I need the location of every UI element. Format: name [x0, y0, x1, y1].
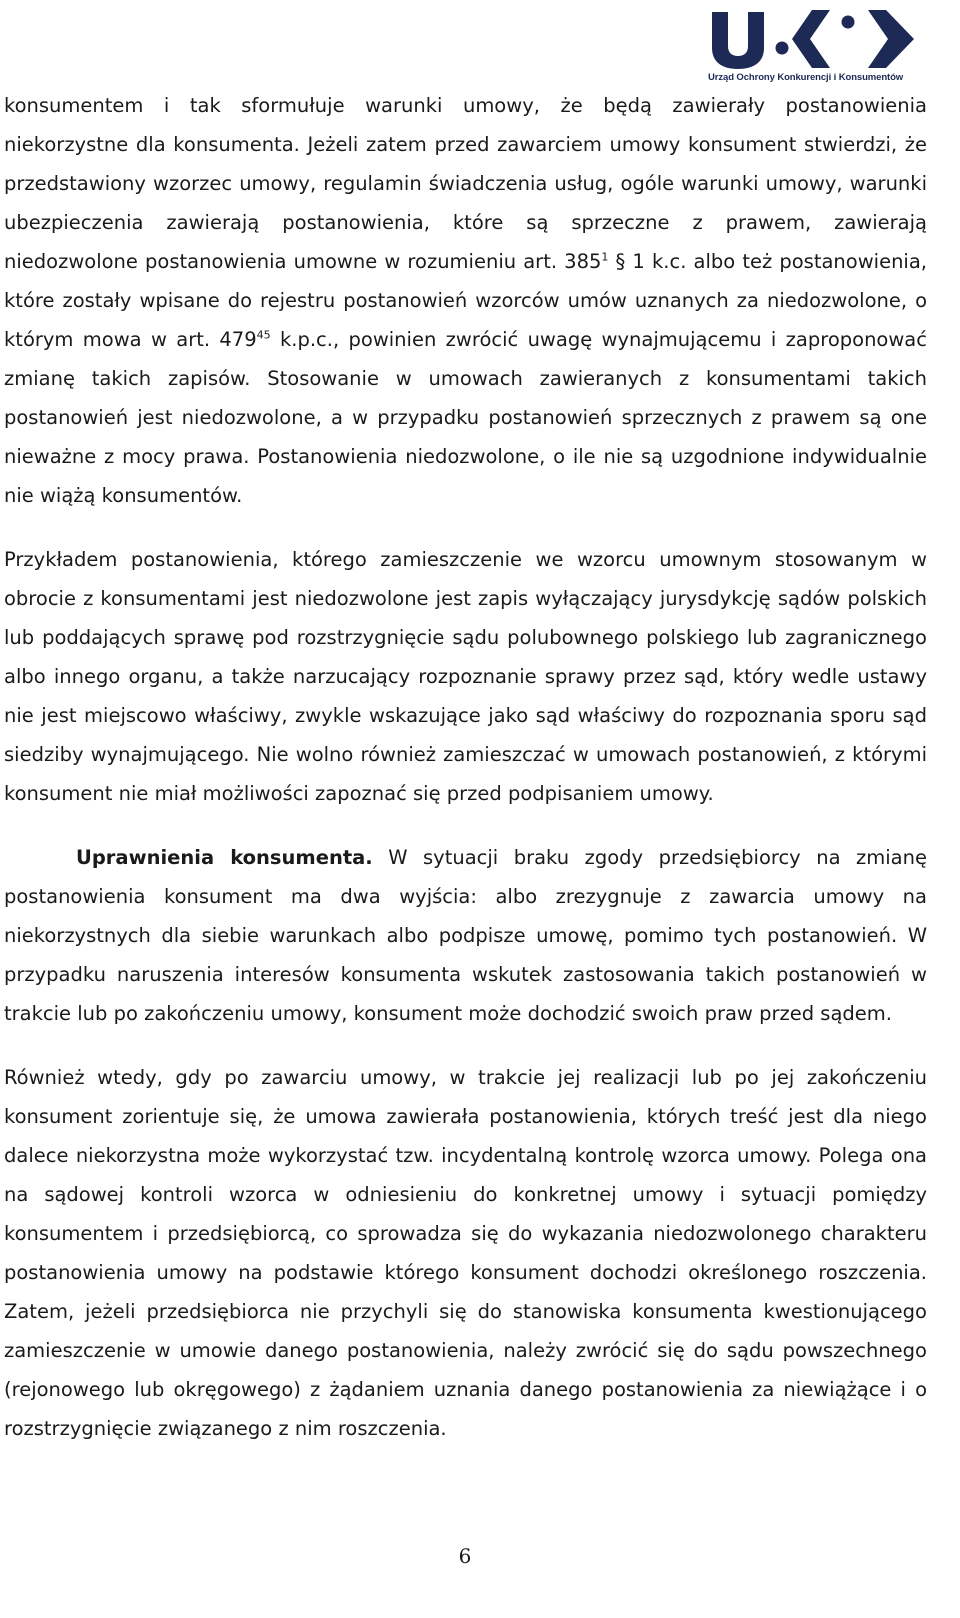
paragraph-text: k.p.c., powinien zwrócić uwagę wynajmującemu i zaproponować zmianę takich zapisów. Stosowanie w umowach zawieranych z konsumentami takich postanowień jest niedozwolone, a w przypadku postanowień sprzecznych z prawem są one nieważne z mocy prawa. Postanowienia niedozwolone, o ile nie są uzgodnione indywidualnie nie wiążą konsumentów.: [4, 328, 927, 507]
paragraph-example-clause: Przykładem postanowienia, którego zamieszczenie we wzorcu umownym stosowanym w obrocie z konsumentami jest niedozwolone jest zapis wyłączający jurysdykcję sądów polskich lub poddających sprawę pod rozstrzygnięcie sądu polubownego polskiego lub zagranicznego albo innego organu, a także narzucający rozpoznanie sprawy przez sąd, który wedle ustawy nie jest miejscowo właściwy, zwykle wskazujące jako sąd właściwy do rozpoznania sporu sąd siedziby wynajmującego. Nie wolno również zamieszczać w umowach postanowień, z którymi konsument nie miał możliwości zapoznać się przed podpisaniem umowy.: [4, 548, 927, 805]
logo-caption: Urząd Ochrony Konkurencji i Konsumentów: [708, 72, 904, 83]
page-number: 6: [458, 1544, 472, 1568]
section-heading: Uprawnienia konsumenta.: [76, 846, 373, 869]
paragraph-text: § 1 k.c. albo też postanowienia, które zostały wpisane do rejestru postanowień wzorców umów uznanych za niedozwolone, o którym mowa w art. 479: [4, 250, 927, 351]
page-header: [700, 8, 930, 88]
document-body: [4, 86, 927, 1448]
paragraph-consumer-warning: [4, 86, 927, 515]
paragraph-consumer-rights: [4, 838, 927, 1033]
paragraph-incidental-control: Również wtedy, gdy po zawarciu umowy, w trakcie jej realizacji lub po jej zakończeniu konsument zorientuje się, że umowa zawierała postanowienia, których treść jest dla niego dalece niekorzystna może wykorzystać tzw. incydentalną kontrolę wzorca umowy. Polega ona na sądowej kontroli wzorca w odniesieniu do konkretnej umowy i sytuacji pomiędzy konsumentem i przedsiębiorcą, co sprowadza się do wykazania niedozwolonego charakteru postanowienia umowy na podstawie którego konsument dochodzi określonego roszczenia. Zatem, jeżeli przedsiębiorca nie przychyli się do stanowiska konsumenta kwestionującego zamieszczenie w umowie danego postanowienia, należy zwrócić się do sądu powszechnego (rejonowego lub okręgowego) z żądaniem uznania danego postanowienia za niewiążące i o rozstrzygnięcie związanego z nim roszczenia.: [4, 1066, 927, 1440]
paragraph-text: W sytuacji braku zgody przedsiębiorcy na zmianę postanowienia konsument ma dwa wyjścia: albo zrezygnuje z zawarcia umowy na niekorzystnych dla siebie warunkach albo podpisze umowę, pomimo tych postanowień. W przypadku naruszenia interesów konsumenta wskutek zastosowania takich postanowień w trakcie lub po zakończeniu umowy, konsument może dochodzić swoich praw przed sądem.: [4, 846, 927, 1025]
footnote-superscript: 1: [601, 250, 609, 264]
paragraph-text: konsumentem i tak sformułuje warunki umowy, że będą zawierały postanowienia niekorzystne dla konsumenta. Jeżeli zatem przed zawarciem umowy konsument stwierdzi, że przedstawiony wzorzec umowy, regulamin świadczenia usług, ogóle warunki umowy, warunki ubezpieczenia zawierają postanowienia, które są sprzeczne z prawem, zawierają niedozwolone postanowienia umowne w rozumieniu art. 385: [4, 94, 927, 273]
footnote-superscript: 45: [256, 328, 271, 342]
uokik-logo-icon: [708, 8, 918, 70]
